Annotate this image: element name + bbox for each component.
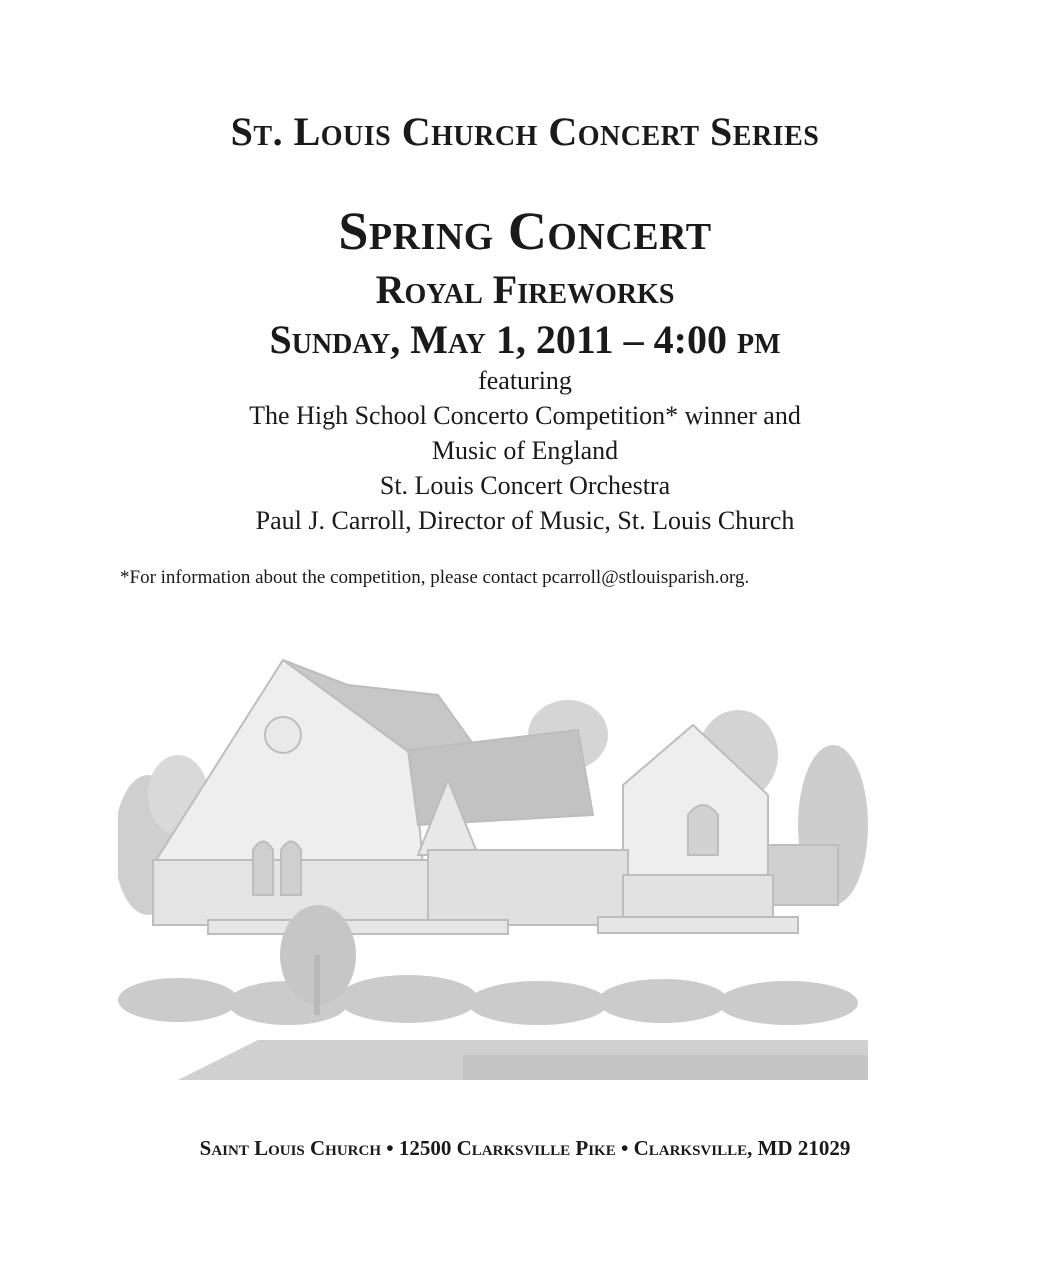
church-illustration (118, 655, 868, 1080)
concert-details (0, 363, 1050, 538)
series-heading: St. Louis Church Concert Series (230, 109, 820, 154)
address-footer: Saint Louis Church • 12500 Clarksville Pike • Clarksville, MD 21029 (199, 1136, 851, 1160)
concert-title: Spring Concert (338, 201, 712, 261)
concert-datetime: Sunday, May 1, 2011 – 4:00 pm (269, 317, 781, 362)
competition-footnote: *For information about the competition, please contact pcarroll@stlouisparish.org. (120, 567, 750, 588)
featuring-label: featuring (478, 366, 572, 395)
detail-line-competition: The High School Concerto Competition* winner and (249, 401, 801, 430)
detail-line-orchestra: St. Louis Concert Orchestra (379, 471, 671, 500)
detail-line-music: Music of England (431, 436, 619, 465)
detail-line-director: Paul J. Carroll, Director of Music, St. Louis Church (255, 506, 795, 535)
concert-subtitle: Royal Fireworks (375, 267, 675, 312)
